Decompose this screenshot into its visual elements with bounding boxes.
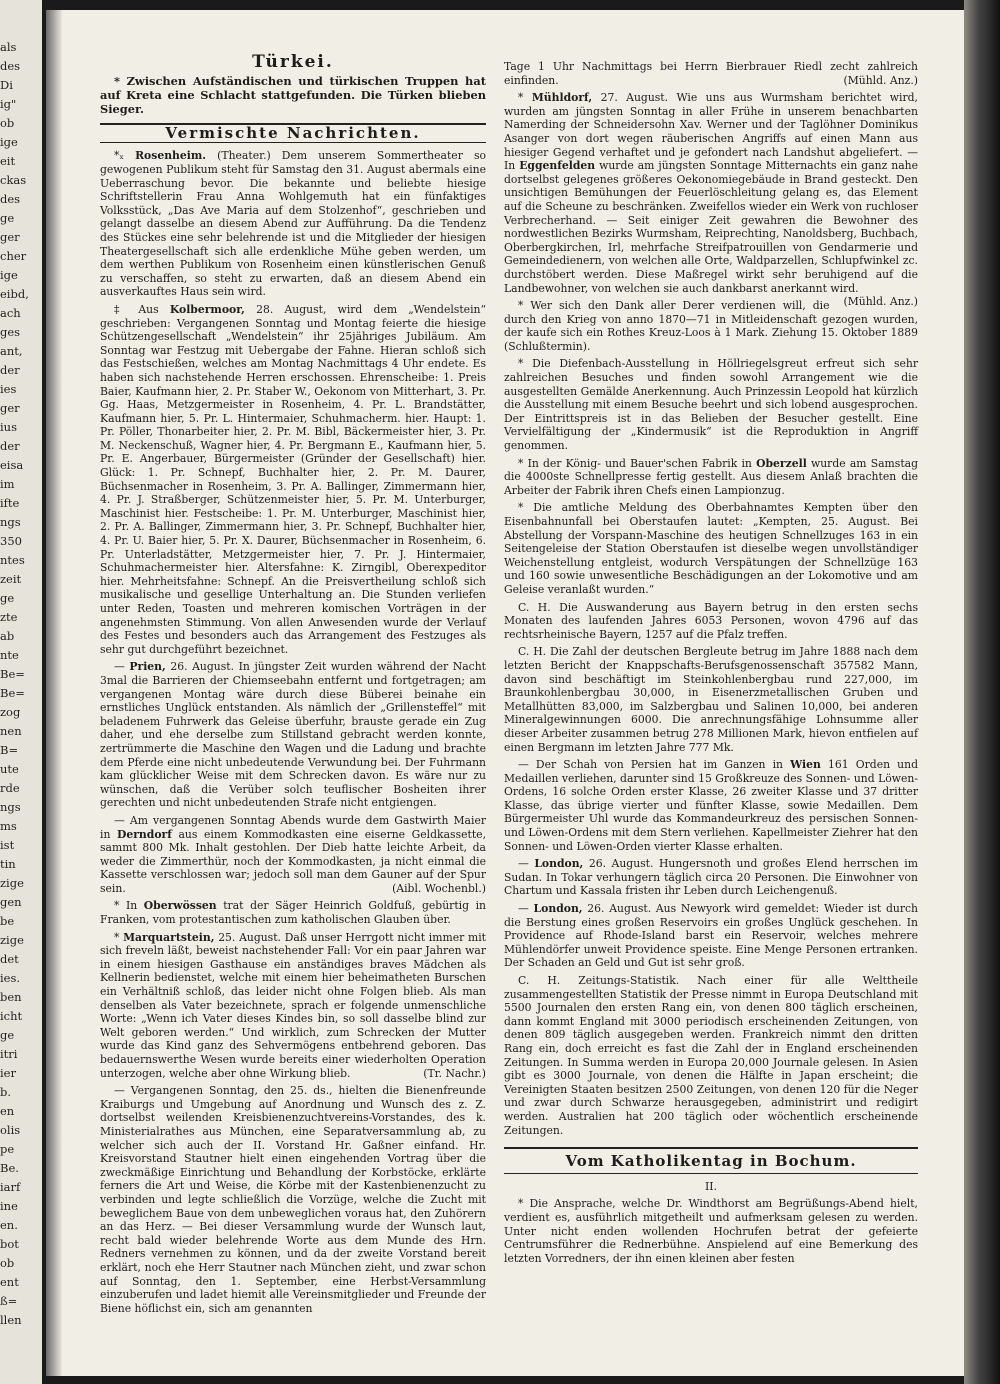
previous-page-fragment: ms <box>0 819 17 833</box>
place-rosenheim: Rosenheim. <box>135 149 207 163</box>
previous-page-fragment: ent <box>0 1275 19 1289</box>
article-oberzell: * In der König- und Bauer'schen Fabrik in Oberzell wurde am Samstag die 4000ste Schnellpresse fertig gestellt. Aus diesem Anlaß brachten die Arbeiter der Fabrik ihren Chefs einen Lampionzug. <box>504 456 919 497</box>
article-marquartstein: * Marquartstein, 25. August. Daß unser Herrgott nicht immer mit sich freveln läßt, beweist nachstehender Fall: Vor ein paar Jahren war in einem hiesigen Gasthause ein anständiges braves Mädchen als Kellnerin bedienstet, welche mit einem hier beheimatheten Burschen ein Verhältniß schloß, das leider nicht ohne Folgen blieb. Als man denselben als Vater bezeichnete, sprach er folgende unmenschliche Worte: „Wenn ich Vater dieses Kindes bin, so soll dasselbe blind zur Welt geboren werden.“ Und wirklich, zum Schrecken der Mutter wurde das Kind ganz des Sehvermögens entbehrend geboren. Das bedauernswerthe Wesen wurde bereits einer wiederholten Operation unterzogen, welche aber ohne Wirkung blieb. (Tr. Nachr.) <box>100 930 486 1080</box>
previous-page-fragment: ius <box>0 420 17 434</box>
section-part-number: II. <box>705 1179 717 1193</box>
previous-page-fragment: Be. <box>0 1161 19 1175</box>
previous-page-fragment: des <box>0 59 21 73</box>
section-rule-bottom <box>504 1173 918 1174</box>
previous-page-fragment: ge <box>0 1028 15 1042</box>
previous-page-fragment: pe <box>0 1142 15 1156</box>
place-london-1: London, <box>534 857 584 871</box>
section-title-turkei: Türkei. <box>252 52 334 72</box>
previous-page-fragment: ger <box>0 401 20 415</box>
section-title-vermischte: Vermischte Nachrichten. <box>100 123 486 144</box>
article-bergleute: C. H. Die Zahl der deutschen Bergleute betrug im Jahre 1888 nach dem letzten Bericht der Knappschafts-Berufsgenossenschaft 357582 Mann, davon sind beschäftigt im Steinkohlenbergbau rund 227,000, im Braunkohlenbergbau 30,000, in Eisenerzmetallischen Gruben und Metallhütten 83,000, im Salzbergbau und Salinen 10,000, bei anderen Mineralgewinnungen 6000. Die anrechnungsfähige Lohnsumme aller dieser Arbeiter zusammen betrug 278 Millionen Mark, hievon entfielen auf einen Bergmann im letzten Jahre 777 Mk. <box>504 645 918 754</box>
previous-page-fragment: ß= <box>0 1294 18 1308</box>
previous-page-fragment: gen <box>0 895 22 909</box>
previous-page-fragment: ge <box>0 211 15 225</box>
previous-page-fragment: Be= <box>0 686 25 700</box>
place-wien: Wien <box>790 758 821 772</box>
previous-page-fragment: be <box>0 914 15 928</box>
article-muehldorf: * Mühldorf, 27. August. Wie uns aus Wurmsham berichtet wird, wurden am jüngsten Sonntag in aller Frühe in unserem benachbarten Namerding der Schneidersohn Xav. Werner und der Taglöhner Dominikus Asanger von dort wegen räuberischen Angriffs auf einen Mann aus hiesiger Gegend verhaftet und je gefondert nach Landshut abgeliefert. — In Eggenfelden wurde am jüngsten Sonntage Mitternachts ein ganz nahe dortselbst gelegenes größeres Oekonomiegebäude in Brand gesteckt. Den unsichtigen Bemühungen der Feuerlöschleitung gelang es, das Element auf die Scheune zu beschränken. Zweifellos wieder ein Werk von ruchloser Verbrecherhand. — Seit einiger Zeit gewahren die Bewohner des nordwestlichen Bezirks Wurmsham, Reiprechting, Nanoldsberg, Buchbach, Oberbergkirchen, Irl, mehrfache Streifpatrouillen von Gendarmerie und Gemeindedienern, von welchen alle Orte, Waldparzellen, Schlupfwinkel zc. durchstöbert werden. Diese Maßregel wirkt sehr beruhigend auf die Landbewohner, von welchen sie auch dankbarst anerkannt wird. (Mühld. Anz.) <box>504 91 919 309</box>
previous-page-fragment: ben <box>0 990 22 1004</box>
previous-page-fragment: ige <box>0 135 18 149</box>
previous-page-fragment: cher <box>0 249 27 263</box>
previous-page-fragment: ob <box>0 116 15 130</box>
place-muehldorf: Mühldorf, <box>531 91 593 105</box>
source-muehld-anz-1: (Mühld. Anz.) <box>843 73 918 87</box>
article-prien: — Prien, 26. August. In jüngster Zeit wurden während der Nacht 3mal die Barrieren der Chiemseebahn entfernt und fortgetragen; am vergangenen Montag wäre durch diese Büberei beinahe ein ernstliches Unglück entstanden. Als nämlich der „Grillensteffel“ mit beladenem Fuhrwerk das Geleise überfuhr, brauste gerade ein Zug daher, und ehe derselbe zum Stillstand gebracht werden konnte, zertrümmerte die Maschine den Wagen und die Ladung und brachte dem Pferde eine nicht unbedeutende Verwundung bei. Der Fuhrmann kam glücklicher Weise mit dem Schrecken davon. Es wäre nur zu wünschen, daß die Verüber solch teuflischer Bosheiten ihrer gerechten und nicht unbedeutenden Strafe nicht entgiengen. <box>100 660 486 810</box>
source-tr-nachr: (Tr. Nachr.) <box>423 1066 486 1080</box>
previous-page-fragment: der <box>0 363 20 377</box>
previous-page-fragment: nen <box>0 724 22 738</box>
article-london-2: — London, 26. August. Aus Newyork wird gemeldet: Wieder ist durch die Berstung eines großen Reservoirs ein großes Unglück geschehen. In Providence auf Rhode-Island barst ein Reservoir, welches mehrere Mühlendörfer unweit Providence speiste. Eine Menge Personen ertranken. Der Schaden an Geld und Gut ist sehr groß. <box>504 902 918 970</box>
previous-page-fragment: zige <box>0 876 24 890</box>
previous-page-fragment: ach <box>0 306 21 320</box>
previous-page-fragment: der <box>0 439 20 453</box>
previous-page-fragment: im <box>0 477 15 491</box>
place-eggenfelden: Eggenfelden <box>519 159 596 173</box>
previous-page-fragment: ier <box>0 1066 16 1080</box>
gutter-shadow <box>46 10 62 1376</box>
previous-page-fragment: en <box>0 1104 15 1118</box>
previous-page-fragment: en. <box>0 1218 18 1232</box>
previous-page-fragment: Be= <box>0 667 25 681</box>
previous-page-fragment: eit <box>0 154 16 168</box>
previous-page-fragment: iarf <box>0 1180 21 1194</box>
previous-page-fragment: ist <box>0 838 15 852</box>
article-kolbermoor: ‡ Aus Kolbermoor, 28. August, wird dem „Wendelstein“ geschrieben: Vergangenen Sonntag und Montag feierte die hiesige Schützengesellschaft „Wendelstein“ ihr 25jähriges Jubiläum. Am Sonntag war Festzug mit Uebergabe der Fahne. Hieran schloß sich das Festschießen, welches am Montag Nachmittags 4 Uhr endete. Es haben sich nachstehende Herren erschossen. Ehrenscheibe: 1. Preis Baier, Kaufmann hier, 2. Pr. Staber W., Oekonom von Mitterhart, 3. Pr. Gg. Haas, Metzgermeister in Rosenheim, 4. Pr. L. Brandstätter, Kaufmann hier, 5. Pr. L. Hintermaier, Schuhmacherm. hier. Haupt: 1. Pr. Pöller, Thonarbeiter hier, 2. Pr. M. Bibl, Bäckermeister hier, 3. Pr. M. Neckenschuß, Wagner hier, 4. Pr. Bergmann E., Kaufmann hier, 5. Pr. E. Angerbauer, Bürgermeister (Gründer der Gesellschaft) hier. Glück: 1. Pr. Schnepf, Buchhalter hier, 2. Pr. M. Daurer, Büchsenmacher in Rosenheim, 3. Pr. A. Ballinger, Zimmermann hier, 4. Pr. J. Straßberger, Schützenmeister hier, 5. Pr. M. Unterburger, Maschinist hier. Festscheibe: 1. Pr. M. Unterburger, Maschinist hier, 2. Pr. A. Ballinger, Zimmermann hier, 3. Pr. Schnepf, Buchhalter hier, 4. Pr. U. Baier hier, 5. Pr. X. Daurer, Büchsenmacher in Rosenheim, 6. Pr. Unterladstätter, Metzgermeister hier, 7. Pr. J. Hintermaier, Schuhmachermeister hier. Altersfahne: K. Zirngibl, Oberexpeditor hier. Mehrheitsfahne: Schnepf. An die Preisvertheilung schloß sich musikalische und gesellige Unterhaltung an. Die Stunden verliefen unter Reden, Toasten und mehreren komischen Vorträgen in der angenehmsten Stimmung. Von allen Anwesenden wurde der Verlauf des Festes und besonders auch das Arrangement des Festzuges als sehr gut durchgeführt bezeichnet. <box>100 302 486 656</box>
previous-page-fragment: ob <box>0 1256 15 1270</box>
source-muehld-anz-2: (Mühld. Anz.) <box>843 295 918 309</box>
previous-page-fragment: als <box>0 40 17 54</box>
article-diefenbach: * Die Diefenbach-Ausstellung in Höllriegelsgreut erfreut sich sehr zahlreichen Besuches und finden sowohl Arrangement wie die ausgestellten Gemälde Anerkennung. Auch Prinzessin Leopold hat kürzlich die Ausstellung mit einem Besuche beehrt und sich lobend ausgesprochen. Der Eintrittspreis ist in das Belieben der Besucher gestellt. Eine Vervielfältigung der „Kindermusik“ ist die Reproduktion in Angriff genommen. <box>504 357 918 453</box>
previous-page-fragment: B= <box>0 743 19 757</box>
previous-page-fragment: b. <box>0 1085 12 1099</box>
place-kolbermoor: Kolbermoor, <box>169 302 245 316</box>
previous-page-fragment: ntes <box>0 553 25 567</box>
previous-page-fragment: ant, <box>0 344 23 358</box>
source-aibl: (Aibl. Wochenbl.) <box>392 881 486 895</box>
right-column <box>504 60 918 1269</box>
article-katholikentag: * Die Ansprache, welche Dr. Windthorst am Begrüßungs-Abend hielt, verdient es, ausführlich mitgetheilt und aufmerksam gelesen zu werden. Unter nicht enden wollenden Hochrufen betrat der gefeierte Centrumsführer die Rednerbühne. Anspielend auf eine Bemerkung des letzten Vorredners, der ihn einen kleinen aber festen <box>504 1197 918 1265</box>
previous-page-fragment: ute <box>0 762 19 776</box>
previous-page-fragment: itri <box>0 1047 18 1061</box>
article-bienenfreunde-cont: Tage 1 Uhr Nachmittags bei Herrn Bierbrauer Riedl zecht zahlreich einfinden. (Mühld. Anz.) <box>504 60 918 87</box>
left-column <box>100 50 486 1319</box>
section-rule-top <box>504 1147 918 1149</box>
article-bienenfreunde: — Vergangenen Sonntag, den 25. ds., hielten die Bienenfreunde Kraiburgs und Umgebung auf Anordnung und Wunsch des z. Z. dortselbst weilenden Kreisbienenzuchtvereins-Vorstandes, des k. Ministerialrathes aus München, eine Separatversammlung ab, zu welcher sich auch der II. Vorstand Hr. Gaßner einfand. Hr. Kreisvorstand Stautner hielt einen eingehenden Vortrag über die zweckmäßige Einrichtung und Behandlung der Korbstöcke, erklärte ferners die Art und Weise, die Körbe mit der Kastenbienenzucht zu verbinden und legte schließlich die Vorzüge, welche die Zucht mit beweglichem Baue von dem unbeweglichen voraus hat, den Zuhörern an das Herz. — Bei dieser Versammlung wurde der Wunsch laut, recht bald wieder belehrende Worte aus dem Munde des Hrn. Redners vernehmen zu können, und da der zweite Vorstand bereit erklärt, noch ehe Herr Stautner nach München zieht, und zwar schon auf Sonntag, den 1. September, eine Herbst-Versammlung einzuberufen und ladet hiemit alle Vereinsmitglieder und Freunde der Biene höflichst ein, sich am genannten <box>100 1084 486 1315</box>
previous-page-fragment: ige <box>0 268 18 282</box>
article-schah: — Der Schah von Persien hat im Ganzen in Wien 161 Orden und Medaillen verliehen, darunter sind 15 Großkreuze des Sonnen- und Löwen-Ordens, 16 solche Orden erster Klasse, 26 zweiter Klasse und 37 dritter Klasse, das übrige vierter und fünfter Klasse, sowie Medaillen. Dem Bürgermeister Uhl wurde das Kommandeurkreuz des persischen Sonnen- und Löwen-Ordens mit dem Stern verliehen. Kapellmeister Ziehrer hat den Sonnen- und Löwen-Orden vierter Klasse erhalten. <box>504 758 918 853</box>
previous-page-fragment: ngs <box>0 515 21 529</box>
previous-page-fragment: bot <box>0 1237 19 1251</box>
article-rotes-kreuz: * Wer sich den Dank aller Derer verdienen will, die durch den Krieg von anno 1870—71 in Mitleidenschaft gezogen wurden, der kaufe sich ein Rothes Kreuz-Loos à 1 Mark. Ziehung 15. Oktober 1889 (Schlußtermin). <box>504 299 918 353</box>
book-edge <box>964 0 1000 1384</box>
turkei-lead: * Zwischen Aufständischen und türkischen Truppen hat auf Kreta eine Schlacht stattgefunden. Die Türken blieben Sieger. <box>100 73 486 117</box>
place-derndorf: Derndorf <box>117 827 172 841</box>
previous-page-fragment: des <box>0 192 21 206</box>
place-london-2: London, <box>533 902 583 916</box>
article-oberwoessen: * In Oberwössen trat der Säger Heinrich Goldfuß, gebürtig in Franken, vom protestantischen zum katholischen Glauben über. <box>100 899 487 927</box>
previous-page-fragment: ifte <box>0 496 20 510</box>
previous-page-fragment: ab <box>0 629 15 643</box>
previous-page-fragment: ies <box>0 382 17 396</box>
previous-page-fragment: ig" <box>0 97 17 111</box>
previous-page-fragment: det <box>0 952 19 966</box>
section-title-katholikentag: Vom Katholikentag in Bochum. <box>565 1152 857 1171</box>
place-oberzell: Oberzell <box>756 456 807 470</box>
place-prien: Prien, <box>129 660 166 674</box>
previous-page-fragment: eisa <box>0 458 24 472</box>
previous-page-fragment: nte <box>0 648 19 662</box>
previous-page-fragment: olis <box>0 1123 21 1137</box>
previous-page-fragment: Di <box>0 78 13 92</box>
previous-page-fragment: icht <box>0 1009 23 1023</box>
previous-page-fragment: tin <box>0 857 16 871</box>
article-derndorf: — Am vergangenen Sonntag Abends wurde dem Gastwirth Maier in Derndorf aus einem Kommodkasten eine eiserne Geldkassette, sammt 800 Mk. Inhalt gestohlen. Der Dieb hatte leichte Arbeit, da weder die Zimmerthür, noch der Kommodkasten, ja nicht einmal die Kassette verschlossen war; jedoch soll man dem Gauner auf der Spur sein. (Aibl. Wochenbl.) <box>100 813 486 895</box>
previous-page-fragment: llen <box>0 1313 22 1327</box>
previous-page-fragment: zte <box>0 610 18 624</box>
previous-page-fragment: zeit <box>0 572 22 586</box>
article-kempten: * Die amtliche Meldung des Oberbahnamtes Kempten über den Eisenbahnunfall bei Oberstaufen lautet: „Kempten, 25. August. Bei Abstellung der Vorspann-Maschine des heutigen Schnellzuges 163 in ein Seitengeleise der Station Oberstaufen ist dieselbe wegen unvollständiger Weichenstellung entgleist, wodurch Verspätungen der Schnellzüge 163 und 160 sowie unwesentliche Beschädigungen an der Lokomotive und am Geleise veranlaßt wurden.“ <box>504 501 918 596</box>
previous-page-fragment: zige <box>0 933 24 947</box>
previous-page-fragment: ies. <box>0 971 21 985</box>
previous-page-edge <box>0 0 42 1384</box>
previous-page-fragment: ngs <box>0 800 21 814</box>
article-rosenheim: *ₓ Rosenheim. (Theater.) Dem unserem Sommertheater so gewogenen Publikum steht für Samstag den 31. August abermals eine Ueberraschung bevor. Die bekannte und beliebte hiesige Schriftstellerin Frau Anna Wohlgemuth hat ein fünfaktiges Volksstück, „Das Ave Maria auf dem Stolzenhof“, geschrieben und gelangt dasselbe an diesem Abend zur Aufführung. Da die Tendenz des Stückes eine sehr belehrende ist und die Mitglieder der hiesigen Theatergesellschaft sich alle erdenkliche Mühe geben werden, um dem werthen Publikum von Rosenheim einen künstlerischen Genuß zu verschaffen, so steht zu erwarten, daß an diesem Abend ein ausverkauftes Haus sein wird. <box>100 149 486 299</box>
place-oberwoessen: Oberwössen <box>143 899 217 913</box>
previous-page-fragment: ger <box>0 230 20 244</box>
previous-page-fragment: eibd, <box>0 287 29 301</box>
previous-page-fragment: ge <box>0 591 15 605</box>
previous-page-fragment: zog <box>0 705 21 719</box>
previous-page-fragment: ges <box>0 325 21 339</box>
previous-page-fragment: ine <box>0 1199 18 1213</box>
article-zeitungs-statistik: C. H. Zeitungs-Statistik. Nach einer für alle Welttheile zusammengestellten Statistik der Presse nimmt in Europa Deutschland mit 5500 Journalen den ersten Rang ein, von denen 800 täglich erscheinen, dann kommt England mit 3000 periodisch erscheinenden Zeitungen, von denen 809 täglich ausgegeben werden. Frankreich nimmt den dritten Rang ein, doch erreicht es fast die Zahl der in England erscheinenden Zeitungen. In Summa werden in Europa 20,000 Journale gelesen. In Asien gibt es 3000 Journale, von denen die Hälfte in Japan erscheint; die Vereinigten Staaten besitzen 2500 Zeitungen, von denen 120 für die Neger und zwar durch Schwarze herausgegeben, administrirt und redigirt werden. Australien hat 200 täglich oder wöchentlich erscheinende Zeitungen. <box>504 974 918 1137</box>
article-auswanderung: C. H. Die Auswanderung aus Bayern betrug in den ersten sechs Monaten des laufenden Jahres 6053 Personen, wovon 4796 auf das rechtsrheinische Bayern, 1257 auf die Pfalz treffen. <box>504 600 918 641</box>
previous-page-fragment: 350 <box>0 534 22 548</box>
place-marquartstein: Marquartstein, <box>123 930 215 944</box>
article-london-1: — London, 26. August. Hungersnoth und großes Elend herrschen im Sudan. In Tokar verhungern täglich circa 20 Personen. Die Einwohner von Chartum und Kassala fristen ihr Leben durch Leichengenuß. <box>504 857 918 898</box>
previous-page-fragment: ckas <box>0 173 27 187</box>
previous-page-fragment: rde <box>0 781 20 795</box>
